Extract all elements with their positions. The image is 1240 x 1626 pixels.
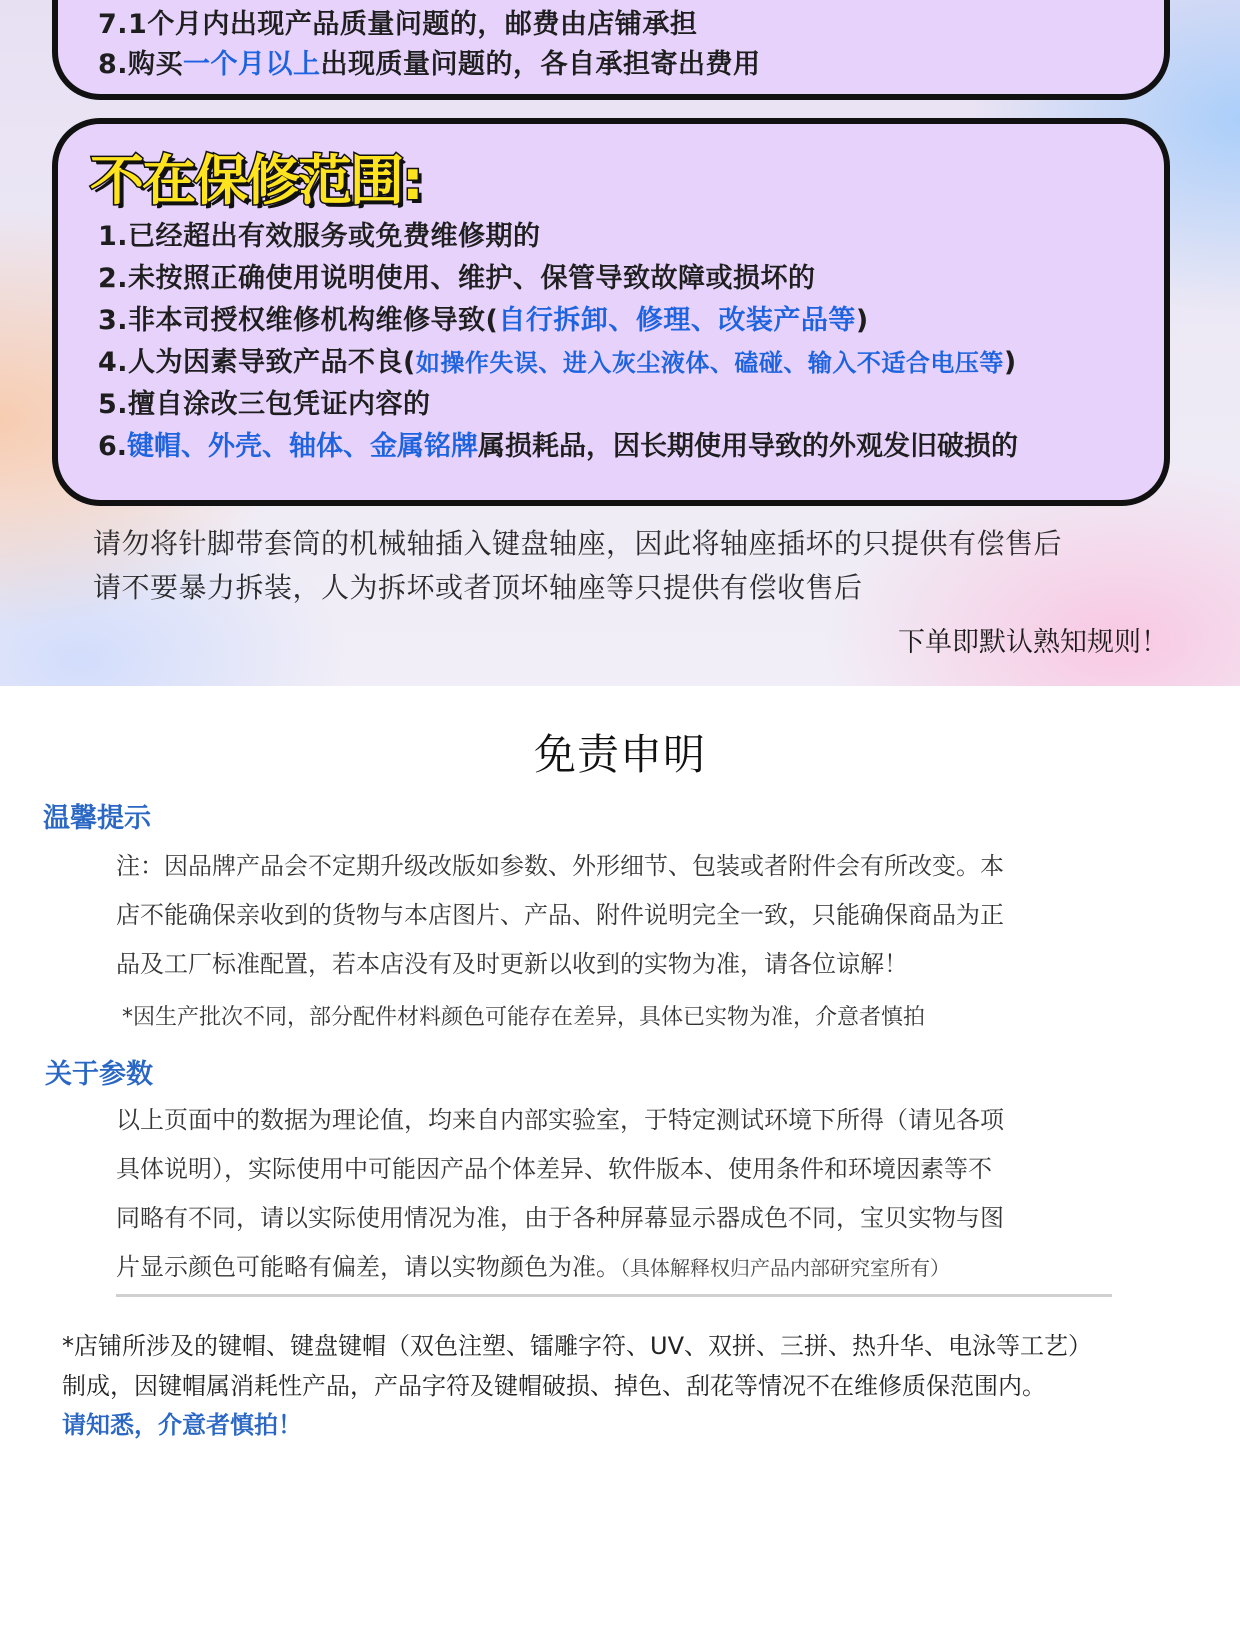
params-line-1: 以上页面中的数据为理论值，均来自内部实验室，于特定测试环境下所得（请见各项 [116,1106,1004,1134]
item-4-highlight: 如操作失误、进入灰尘液体、磕碰、输入不适合电压等 [415,349,1004,377]
keycap-note-line-1: *店铺所涉及的键帽、键盘键帽（双色注塑、镭雕字符、UV、双拼、三拼、热升华、电泳等工艺） [62,1332,1092,1360]
term-line-8-post: 出现质量问题的，各自承担寄出费用 [320,49,761,80]
socket-note-2: 请不要暴力拆装，人为拆坏或者顶坏轴座等只提供有偿收售后 [93,571,863,604]
not-covered-title: 不在保修范围: [90,149,422,212]
item-6-post: 属损耗品，因长期使用导致的外观发旧破损的 [478,431,1019,462]
term-line-7-text: 7.1个月内出现产品质量问题的，邮费由店铺承担 [98,9,698,40]
tips-heading: 温馨提示 [43,803,151,834]
not-covered-item-3 [98,298,869,337]
not-covered-item-5: 5.擅自涂改三包凭证内容的 [98,389,431,420]
order-rule-note: 下单即默认熟知规则！ [898,627,1168,658]
not-covered-item-6 [98,424,1018,463]
tips-line-3: 品及工厂标准配置，若本店没有及时更新以收到的实物为准，请各位谅解！ [116,950,908,978]
disclaimer-title: 免责申明 [533,730,706,779]
params-rights-note: （具体解释权归产品内部研究室所有） [620,1256,950,1280]
term-line-8-highlight: 一个月以上 [183,49,321,80]
section-divider [116,1294,1112,1297]
item-3-pre: 3.非本司授权维修机构维修导致( [98,305,499,336]
warranty-terms-card [52,0,1170,100]
not-covered-item-4 [98,340,1017,379]
term-line-8-pre: 8.购买 [98,49,184,80]
keycap-note-emphasis: 请知悉，介意者慎拍！ [62,1411,302,1439]
params-line-4-text: 片显示颜色可能略有偏差，请以实物颜色为准。 [116,1253,620,1281]
item-4-pre: 4.人为因素导致产品不良( [98,347,416,378]
item-6-pre: 6. [98,431,128,462]
params-line-3: 同略有不同，请以实际使用情况为准，由于各种屏幕显示器成色不同，宝贝实物与图 [116,1204,1004,1232]
params-line-2: 具体说明），实际使用中可能因产品个体差异、软件版本、使用条件和环境因素等不 [116,1155,992,1183]
params-heading: 关于参数 [45,1059,153,1090]
keycap-note-line-2: 制成，因键帽属消耗性产品，产品字符及键帽破损、掉色、刮花等情况不在维修质保范围内。 [62,1372,1046,1400]
item-3-post: ) [855,305,869,336]
tips-batch-note: *因生产批次不同，部分配件材料颜色可能存在差异，具体已实物为准，介意者慎拍 [122,1005,926,1030]
term-line-8 [98,42,761,81]
item-4-post: ) [1003,347,1017,378]
not-covered-item-2: 2.未按照正确使用说明使用、维护、保管导致故障或损坏的 [98,263,816,294]
item-3-highlight: 自行拆卸、修理、改装产品等 [498,305,856,336]
not-covered-card [52,118,1170,506]
term-line-7 [98,2,697,41]
item-6-highlight: 键帽、外壳、轴体、金属铭牌 [127,431,479,462]
params-line-4 [116,1247,950,1282]
tips-line-2: 店不能确保亲收到的货物与本店图片、产品、附件说明完全一致，只能确保商品为正 [116,901,1004,929]
tips-line-1: 注：因品牌产品会不定期升级改版如参数、外形细节、包装或者附件会有所改变。本 [116,852,1004,880]
not-covered-item-1: 1.已经超出有效服务或免费维修期的 [98,221,541,252]
warranty-section [0,0,1240,686]
socket-note-1: 请勿将针脚带套筒的机械轴插入键盘轴座，因此将轴座插坏的只提供有偿售后 [93,527,1063,560]
